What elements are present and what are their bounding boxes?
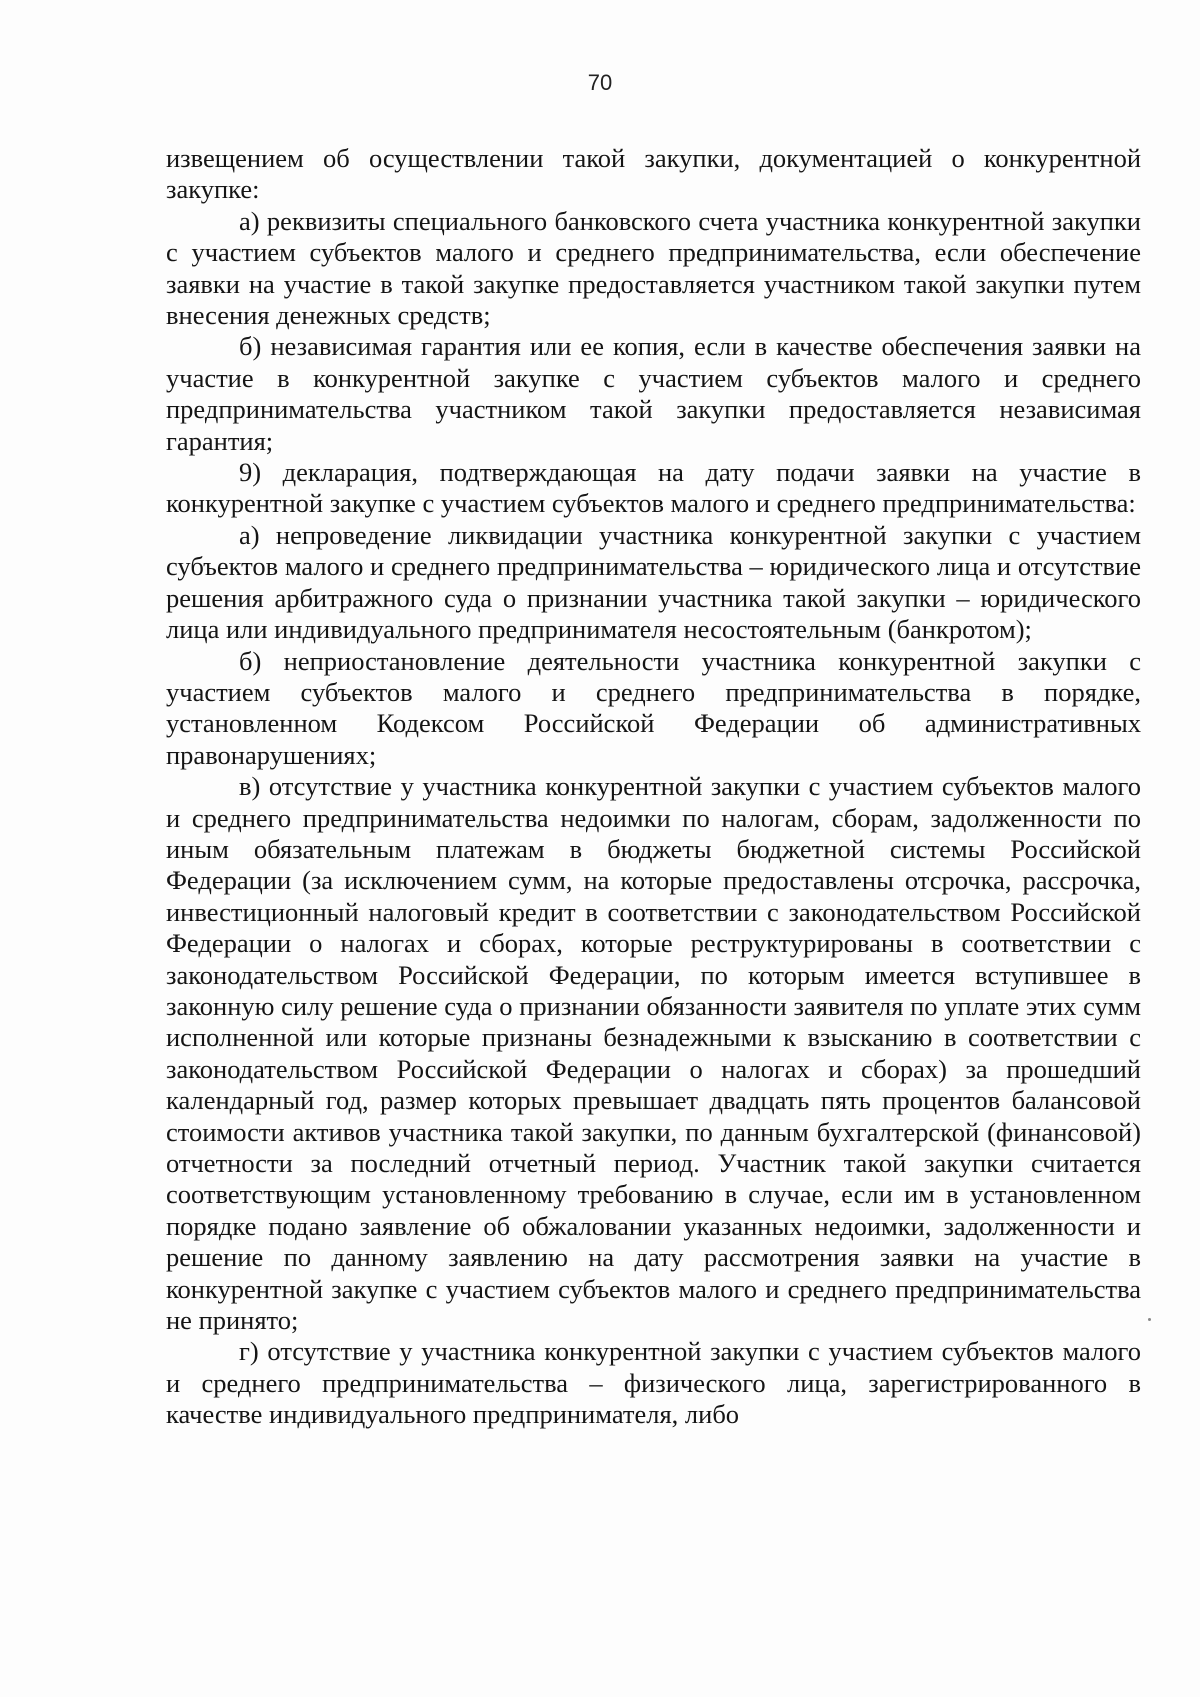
paragraph-item-b-no-suspension: б) неприостановление деятельности участника конкурентной закупки с участием субъектов малого и среднего предпринимательства в порядке, установленном Кодексом Российской Федерации об административных правонарушениях; (166, 645, 1141, 770)
scan-artifact-dot (1148, 1318, 1151, 1321)
page-number: 70 (587, 70, 613, 95)
paragraph-intro-continuation: извещением об осуществлении такой закупки, документацией о конкурентной закупке: (166, 143, 1141, 205)
paragraph-item-a-no-liquidation: а) непроведение ликвидации участника конкурентной закупки с участием субъектов малого и среднего предпринимательства – юридического лица и отсутствие решения арбитражного суда о признании участника такой закупки – юридического лица или индивидуального предпринимателя несостоятельным (банкротом); (166, 519, 1141, 645)
paragraph-item-b-guarantee: б) независимая гарантия или ее копия, если в качестве обеспечения заявки на участие в конкурентной закупке с участием субъектов малого и среднего предпринимательства участником такой закупки предоставляется независимая гарантия; (166, 331, 1141, 456)
paragraph-item-v-no-arrears: в) отсутствие у участника конкурентной закупки с участием субъектов малого и среднего предпринимательства недоимки по налогам, сборам, задолженности по иным обязательным платежам в бюджеты бюджетной системы Российской Федерации (за исключением сумм, на которые предоставлены отсрочка, рассрочка, инвестиционный налоговый кредит в соответствии с законодательством Российской Федерации о налогах и сборах, которые реструктурированы в соответствии с законодательством Российской Федерации, по которым имеется вступившее в законную силу решение суда о признании обязанности заявителя по уплате этих сумм исполненной или которые признаны безнадежными к взысканию в соответствии с законодательством Российской Федерации о налогах и сборах) за прошедший календарный год, размер которых превышает двадцать пять процентов балансовой стоимости активов участника такой закупки, по данным бухгалтерской (финансовой) отчетности за последний отчетный период. Участник такой закупки считается соответствующим установленному требованию в случае, если им в установленном порядке подано заявление об обжаловании указанных недоимки, задолженности и решение по данному заявлению на дату рассмотрения заявки на участие в конкурентной закупке с участием субъектов малого и среднего предпринимательства не принято; (166, 771, 1141, 1336)
paragraph-item-a-bank-account: а) реквизиты специального банковского счета участника конкурентной закупки с участием субъектов малого и среднего предпринимательства, если обеспечение заявки на участие в такой закупке предоставляется участником такой закупки путем внесения денежных средств; (166, 205, 1141, 331)
paragraph-item-9-declaration: 9) декларация, подтверждающая на дату подачи заявки на участие в конкурентной закупке с участием субъектов малого и среднего предпринимательства: (166, 457, 1141, 519)
document-body (166, 143, 1141, 1431)
paragraph-item-g-individual: г) отсутствие у участника конкурентной закупки с участием субъектов малого и среднего предпринимательства – физического лица, зарегистрированного в качестве индивидуального предпринимателя, либо (166, 1336, 1141, 1430)
